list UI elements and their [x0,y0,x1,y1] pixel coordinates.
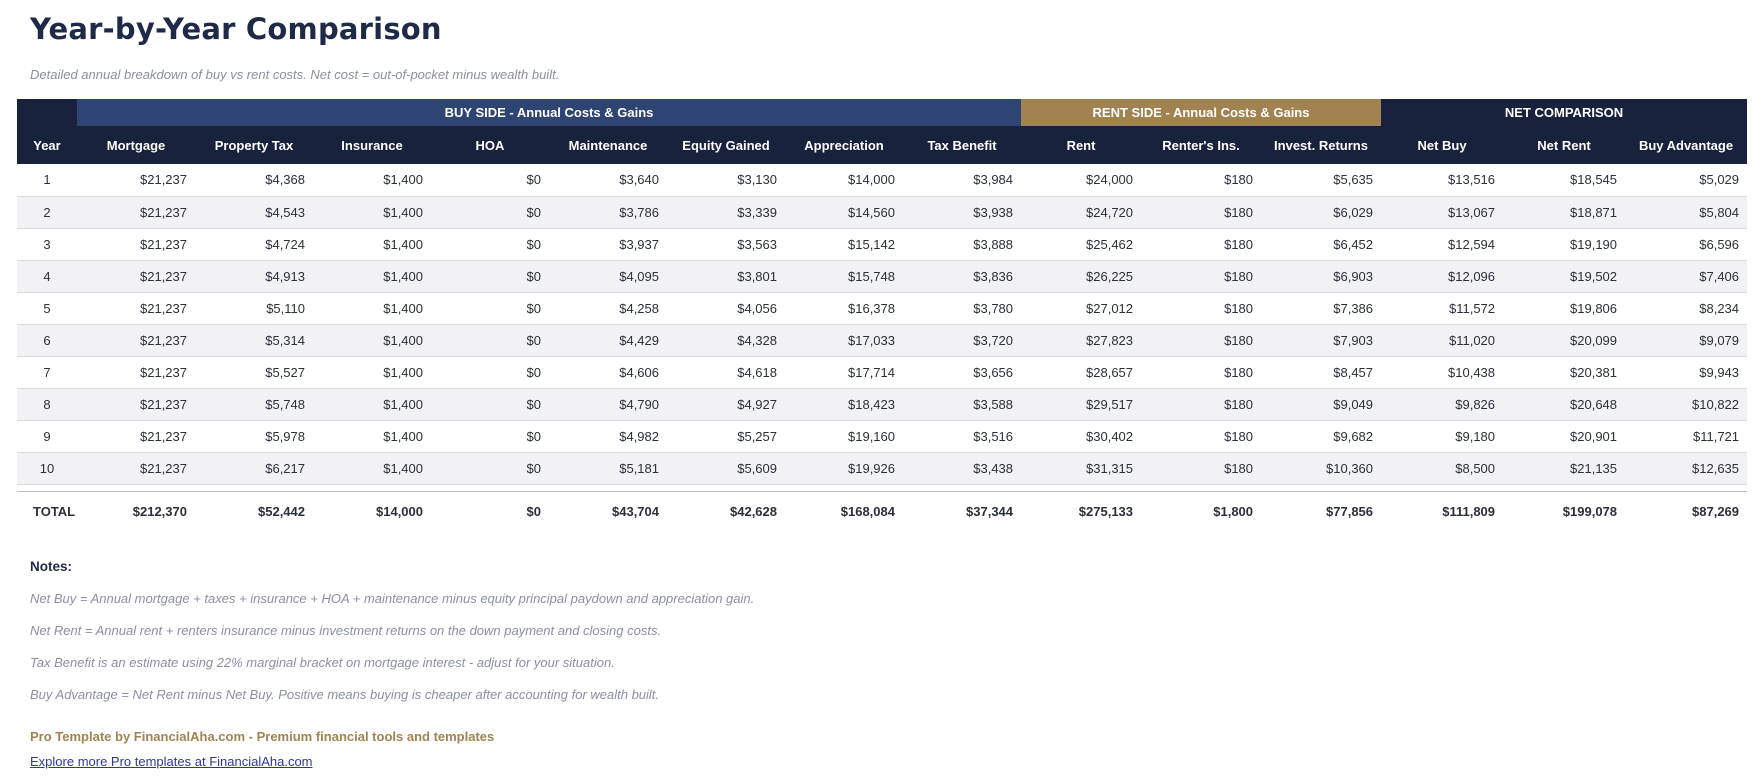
cell-tax-benefit: $3,836 [903,260,1021,292]
total-tax-benefit: $37,344 [903,491,1021,531]
cell-insurance: $1,400 [313,292,431,324]
cell-net-buy: $13,067 [1381,196,1503,228]
total-renter-s-ins: $1,800 [1141,491,1261,531]
cell-insurance: $1,400 [313,452,431,484]
cell-net-buy: $9,180 [1381,420,1503,452]
report-page [0,12,1762,771]
cell-renter-s-ins: $180 [1141,356,1261,388]
cell-equity-gained: $4,328 [667,324,785,356]
cell-rent: $31,315 [1021,452,1141,484]
cell-maintenance: $5,181 [549,452,667,484]
table-row-year-9 [17,420,1747,452]
cell-insurance: $1,400 [313,228,431,260]
cell-maintenance: $4,982 [549,420,667,452]
note-line: Net Rent = Annual rent + renters insurance minus investment returns on the down payment and closing costs. [30,623,662,638]
page-title: Year-by-Year Comparison [30,12,442,46]
cell-maintenance: $3,640 [549,164,667,196]
cell-maintenance: $4,790 [549,388,667,420]
cell-appreciation: $15,748 [785,260,903,292]
cell-net-buy: $10,438 [1381,356,1503,388]
footer-explore-link[interactable]: Explore more Pro templates at FinancialAha.com [30,754,313,769]
cell-hoa: $0 [431,356,549,388]
cell-tax-benefit: $3,888 [903,228,1021,260]
cell-renter-s-ins: $180 [1141,452,1261,484]
cell-insurance: $1,400 [313,324,431,356]
cell-buy-advantage: $7,406 [1625,260,1747,292]
column-header-equity-gained: Equity Gained [667,126,785,164]
cell-net-rent: $19,190 [1503,228,1625,260]
cell-net-buy: $12,096 [1381,260,1503,292]
group-band-net: NET COMPARISON [1381,99,1747,126]
cell-rent: $24,000 [1021,164,1141,196]
cell-net-rent: $20,099 [1503,324,1625,356]
cell-hoa: $0 [431,388,549,420]
cell-mortgage: $21,237 [77,388,195,420]
table-row-year-5 [17,292,1747,324]
cell-hoa: $0 [431,324,549,356]
cell-net-rent: $21,135 [1503,452,1625,484]
cell-tax-benefit: $3,780 [903,292,1021,324]
cell-appreciation: $19,926 [785,452,903,484]
cell-hoa: $0 [431,420,549,452]
cell-tax-benefit: $3,656 [903,356,1021,388]
column-header-net-rent: Net Rent [1503,126,1625,164]
cell-property-tax: $4,913 [195,260,313,292]
cell-mortgage: $21,237 [77,292,195,324]
year-value: 1 [17,164,77,196]
cell-maintenance: $4,429 [549,324,667,356]
cell-insurance: $1,400 [313,196,431,228]
total-equity-gained: $42,628 [667,491,785,531]
total-rent: $275,133 [1021,491,1141,531]
cell-property-tax: $6,217 [195,452,313,484]
cell-property-tax: $5,110 [195,292,313,324]
table-head [17,99,1747,164]
year-value: 7 [17,356,77,388]
year-value: 2 [17,196,77,228]
cell-invest-returns: $6,452 [1261,228,1381,260]
cell-property-tax: $4,368 [195,164,313,196]
cell-buy-advantage: $5,804 [1625,196,1747,228]
cell-property-tax: $5,314 [195,324,313,356]
column-header-property-tax: Property Tax [195,126,313,164]
cell-net-rent: $20,381 [1503,356,1625,388]
cell-invest-returns: $5,635 [1261,164,1381,196]
column-header-net-buy: Net Buy [1381,126,1503,164]
cell-rent: $29,517 [1021,388,1141,420]
cell-maintenance: $4,606 [549,356,667,388]
total-row [17,491,1747,531]
cell-appreciation: $17,033 [785,324,903,356]
total-net-buy: $111,809 [1381,491,1503,531]
cell-invest-returns: $10,360 [1261,452,1381,484]
table-spacer [17,484,1747,491]
year-value: 9 [17,420,77,452]
cell-appreciation: $17,714 [785,356,903,388]
cell-mortgage: $21,237 [77,420,195,452]
cell-buy-advantage: $11,721 [1625,420,1747,452]
table-row-year-10 [17,452,1747,484]
cell-property-tax: $4,724 [195,228,313,260]
cell-maintenance: $4,095 [549,260,667,292]
cell-hoa: $0 [431,228,549,260]
cell-invest-returns: $9,682 [1261,420,1381,452]
cell-insurance: $1,400 [313,356,431,388]
cell-equity-gained: $3,563 [667,228,785,260]
total-mortgage: $212,370 [77,491,195,531]
cell-renter-s-ins: $180 [1141,164,1261,196]
cell-equity-gained: $3,801 [667,260,785,292]
cell-renter-s-ins: $180 [1141,260,1261,292]
cell-equity-gained: $3,339 [667,196,785,228]
year-value: 3 [17,228,77,260]
cell-buy-advantage: $8,234 [1625,292,1747,324]
cell-appreciation: $18,423 [785,388,903,420]
cell-rent: $30,402 [1021,420,1141,452]
cell-buy-advantage: $5,029 [1625,164,1747,196]
footer-brand-line: Pro Template by FinancialAha.com - Premium financial tools and templates [30,729,495,744]
cell-renter-s-ins: $180 [1141,420,1261,452]
cell-rent: $26,225 [1021,260,1141,292]
column-header-rent: Rent [1021,126,1141,164]
cell-net-rent: $20,648 [1503,388,1625,420]
cell-buy-advantage: $12,635 [1625,452,1747,484]
note-line: Buy Advantage = Net Rent minus Net Buy. Positive means buying is cheaper after accounting for wealth built. [30,687,660,702]
group-spacer-cell [17,99,77,126]
cell-renter-s-ins: $180 [1141,292,1261,324]
cell-net-rent: $18,871 [1503,196,1625,228]
cell-invest-returns: $7,903 [1261,324,1381,356]
cell-appreciation: $14,000 [785,164,903,196]
cell-buy-advantage: $9,079 [1625,324,1747,356]
table-row-year-4 [17,260,1747,292]
column-header-tax-benefit: Tax Benefit [903,126,1021,164]
cell-tax-benefit: $3,588 [903,388,1021,420]
year-value: 4 [17,260,77,292]
total-maintenance: $43,704 [549,491,667,531]
cell-invest-returns: $6,029 [1261,196,1381,228]
year-value: 5 [17,292,77,324]
note-line: Net Buy = Annual mortgage + taxes + insurance + HOA + maintenance minus equity principal paydown and appreciation gain. [30,591,755,606]
column-header-renter-s-ins: Renter's Ins. [1141,126,1261,164]
total-appreciation: $168,084 [785,491,903,531]
cell-equity-gained: $4,056 [667,292,785,324]
table-row-year-6 [17,324,1747,356]
total-insurance: $14,000 [313,491,431,531]
cell-equity-gained: $5,257 [667,420,785,452]
cell-insurance: $1,400 [313,164,431,196]
cell-net-buy: $8,500 [1381,452,1503,484]
cell-net-rent: $19,502 [1503,260,1625,292]
cell-hoa: $0 [431,164,549,196]
cell-rent: $27,823 [1021,324,1141,356]
cell-net-rent: $18,545 [1503,164,1625,196]
column-header-maintenance: Maintenance [549,126,667,164]
cell-property-tax: $4,543 [195,196,313,228]
cell-buy-advantage: $9,943 [1625,356,1747,388]
notes-list [30,591,1762,702]
table-row-year-7 [17,356,1747,388]
cell-renter-s-ins: $180 [1141,196,1261,228]
cell-insurance: $1,400 [313,260,431,292]
cell-net-buy: $9,826 [1381,388,1503,420]
cell-net-buy: $13,516 [1381,164,1503,196]
cell-hoa: $0 [431,196,549,228]
cell-mortgage: $21,237 [77,196,195,228]
footer [30,729,1762,771]
cell-property-tax: $5,978 [195,420,313,452]
cell-net-buy: $11,572 [1381,292,1503,324]
cell-net-rent: $19,806 [1503,292,1625,324]
cell-rent: $25,462 [1021,228,1141,260]
cell-renter-s-ins: $180 [1141,324,1261,356]
cell-appreciation: $14,560 [785,196,903,228]
cell-mortgage: $21,237 [77,228,195,260]
page-subtitle: Detailed annual breakdown of buy vs rent costs. Net cost = out-of-pocket minus wealth built. [30,67,560,82]
total-property-tax: $52,442 [195,491,313,531]
table-row-year-3 [17,228,1747,260]
cell-rent: $28,657 [1021,356,1141,388]
cell-net-buy: $11,020 [1381,324,1503,356]
cell-equity-gained: $3,130 [667,164,785,196]
cell-renter-s-ins: $180 [1141,228,1261,260]
column-header-year: Year [17,126,77,164]
group-band-buy: BUY SIDE - Annual Costs & Gains [77,99,1021,126]
cell-property-tax: $5,748 [195,388,313,420]
cell-invest-returns: $7,386 [1261,292,1381,324]
cell-mortgage: $21,237 [77,452,195,484]
cell-insurance: $1,400 [313,420,431,452]
notes-heading: Notes: [30,559,73,574]
cell-invest-returns: $9,049 [1261,388,1381,420]
year-value: 6 [17,324,77,356]
table-row-year-1 [17,164,1747,196]
cell-net-rent: $20,901 [1503,420,1625,452]
cell-tax-benefit: $3,516 [903,420,1021,452]
cell-buy-advantage: $6,596 [1625,228,1747,260]
cell-property-tax: $5,527 [195,356,313,388]
cell-maintenance: $4,258 [549,292,667,324]
notes-section [30,559,1762,702]
cell-mortgage: $21,237 [77,324,195,356]
cell-mortgage: $21,237 [77,260,195,292]
table-row-year-8 [17,388,1747,420]
cell-appreciation: $15,142 [785,228,903,260]
total-hoa: $0 [431,491,549,531]
total-buy-advantage: $87,269 [1625,491,1747,531]
table-body [17,164,1747,531]
column-header-invest-returns: Invest. Returns [1261,126,1381,164]
column-header-hoa: HOA [431,126,549,164]
cell-hoa: $0 [431,260,549,292]
cell-equity-gained: $5,609 [667,452,785,484]
year-value: 10 [17,452,77,484]
cell-tax-benefit: $3,984 [903,164,1021,196]
cell-tax-benefit: $3,938 [903,196,1021,228]
cell-appreciation: $19,160 [785,420,903,452]
cell-renter-s-ins: $180 [1141,388,1261,420]
cell-appreciation: $16,378 [785,292,903,324]
cell-hoa: $0 [431,292,549,324]
total-net-rent: $199,078 [1503,491,1625,531]
cell-equity-gained: $4,618 [667,356,785,388]
cell-rent: $27,012 [1021,292,1141,324]
group-band-rent: RENT SIDE - Annual Costs & Gains [1021,99,1381,126]
total-invest-returns: $77,856 [1261,491,1381,531]
table-row-year-2 [17,196,1747,228]
cell-tax-benefit: $3,438 [903,452,1021,484]
cell-insurance: $1,400 [313,388,431,420]
cell-rent: $24,720 [1021,196,1141,228]
year-value: 8 [17,388,77,420]
cell-equity-gained: $4,927 [667,388,785,420]
cell-buy-advantage: $10,822 [1625,388,1747,420]
cell-invest-returns: $6,903 [1261,260,1381,292]
cell-maintenance: $3,786 [549,196,667,228]
cell-tax-benefit: $3,720 [903,324,1021,356]
cell-mortgage: $21,237 [77,356,195,388]
column-header-buy-advantage: Buy Advantage [1625,126,1747,164]
cell-maintenance: $3,937 [549,228,667,260]
note-line: Tax Benefit is an estimate using 22% marginal bracket on mortgage interest - adjust for your situation. [30,655,615,670]
column-header-appreciation: Appreciation [785,126,903,164]
cell-mortgage: $21,237 [77,164,195,196]
total-label: TOTAL [17,491,77,531]
cell-net-buy: $12,594 [1381,228,1503,260]
comparison-table [17,99,1747,531]
column-header-insurance: Insurance [313,126,431,164]
cell-invest-returns: $8,457 [1261,356,1381,388]
cell-hoa: $0 [431,452,549,484]
column-header-mortgage: Mortgage [77,126,195,164]
